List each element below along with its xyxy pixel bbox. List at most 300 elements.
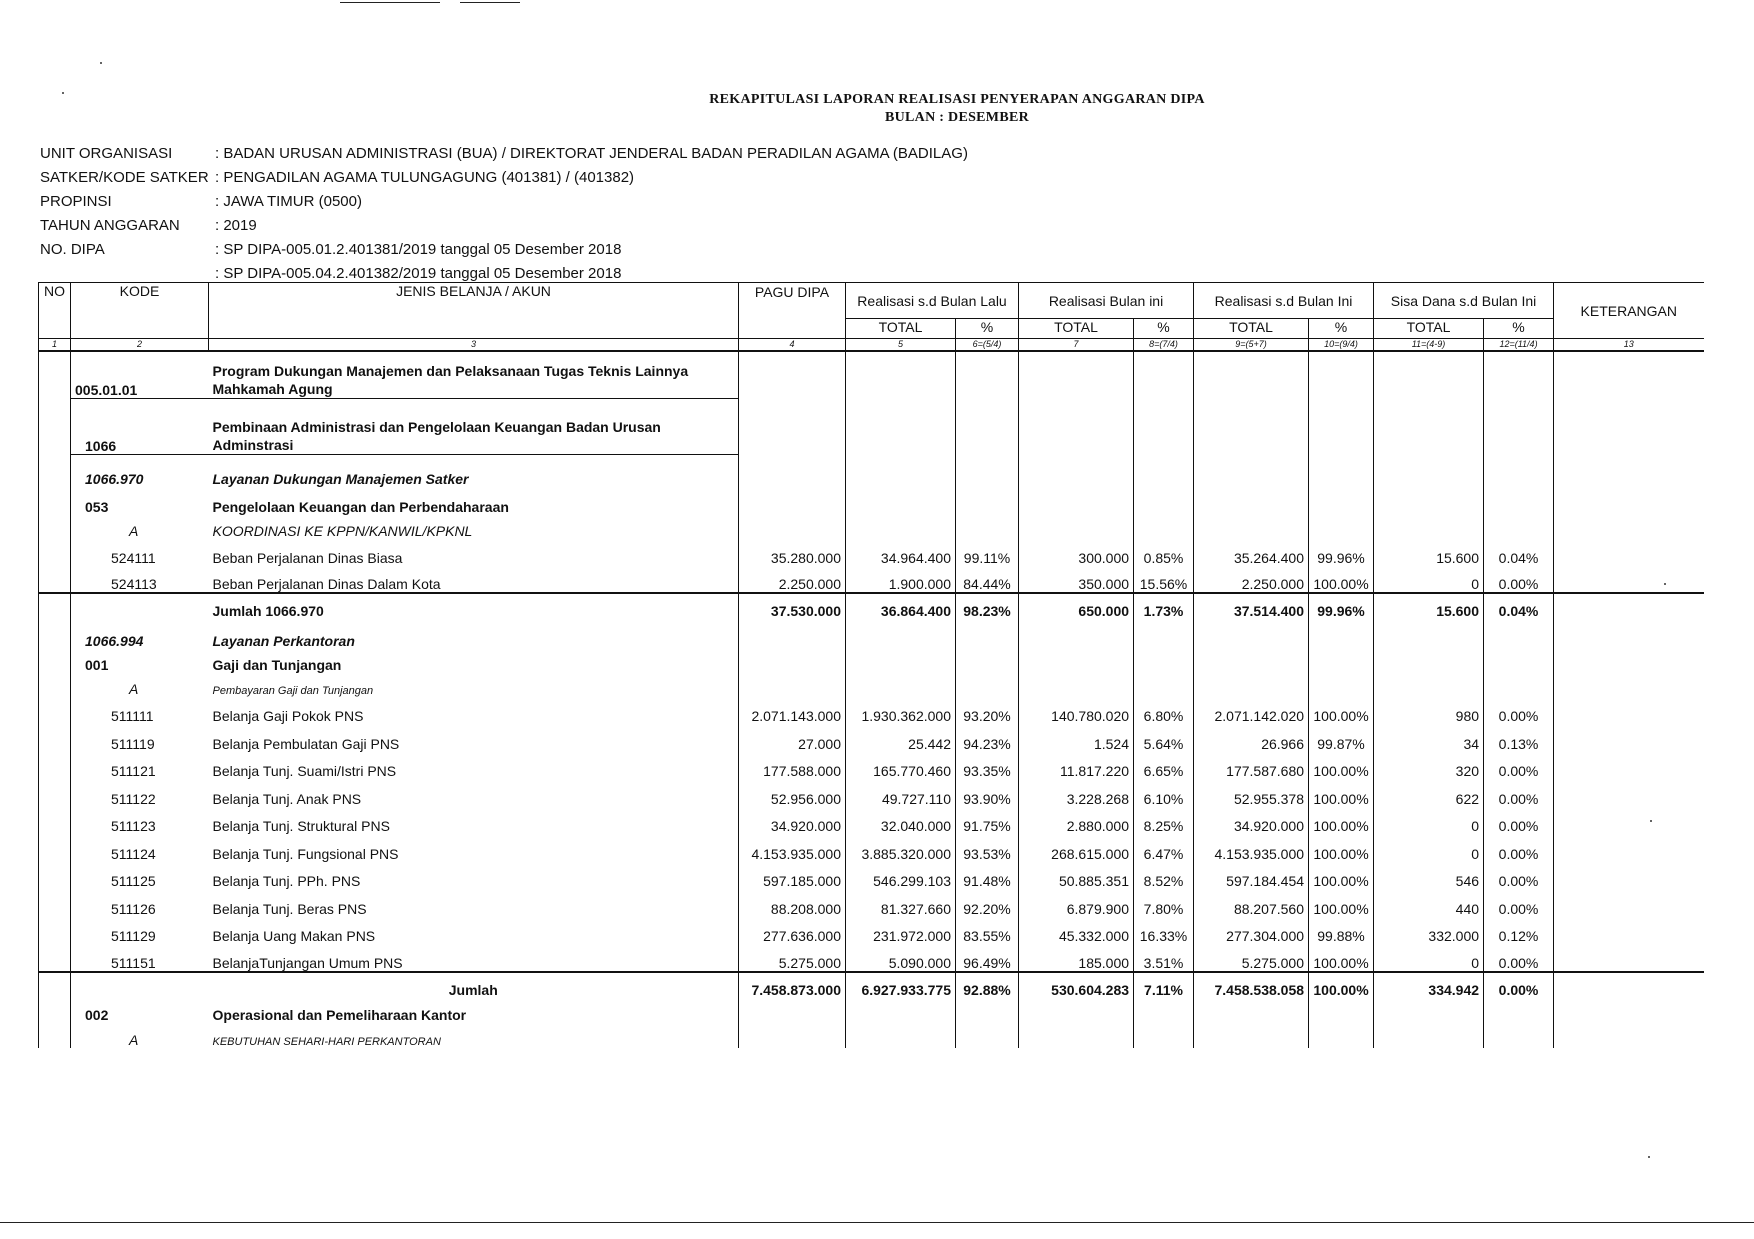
sisa-pct-cell: 0.00%: [1484, 972, 1554, 998]
sd-total-cell: 4.153.935.000: [1194, 834, 1309, 862]
kode-cell: A: [129, 522, 139, 539]
lalu-total-cell: 81.327.660: [846, 889, 956, 917]
empty-cell: [1309, 455, 1374, 487]
empty-cell: [1134, 455, 1194, 487]
empty-cell: [1309, 673, 1374, 697]
table-row: [39, 697, 1704, 725]
empty-cell: [1134, 673, 1194, 697]
kode-cell: [71, 593, 209, 619]
empty-cell: [1374, 487, 1484, 515]
lalu-total-cell: 3.885.320.000: [846, 834, 956, 862]
empty-cell: [1134, 351, 1194, 399]
header-pct: %: [1134, 319, 1194, 339]
section-subkomponen: [39, 515, 1704, 539]
sisa-total-cell: 332.000: [1374, 917, 1484, 945]
jenis-cell: Belanja Gaji Pokok PNS: [209, 697, 739, 725]
empty-cell: [846, 619, 956, 649]
sd-pct-cell: 100.00%: [1309, 807, 1374, 835]
keterangan-cell: [1554, 566, 1704, 593]
empty-cell: [1019, 673, 1134, 697]
empty-cell: [1194, 487, 1309, 515]
scan-artifact-line: [460, 2, 520, 3]
realisasi-table: [38, 282, 1704, 1048]
header-pct: %: [956, 319, 1019, 339]
kode-cell: 511123: [111, 818, 156, 834]
ini-pct-cell: 15.56%: [1134, 566, 1194, 593]
lalu-total-cell: 25.442: [846, 724, 956, 752]
header-total: TOTAL: [1374, 319, 1484, 339]
table-row: [39, 917, 1704, 945]
empty-cell: [1309, 399, 1374, 455]
empty-cell: [1309, 619, 1374, 649]
no-cell: [39, 889, 71, 917]
empty-cell: [956, 998, 1019, 1023]
section-program: [39, 351, 1704, 399]
lalu-pct-cell: 94.23%: [956, 724, 1019, 752]
empty-cell: [1019, 351, 1134, 399]
colnum-cell: 2: [71, 339, 209, 351]
empty-cell: [956, 455, 1019, 487]
ini-total-cell: 350.000: [1019, 566, 1134, 593]
pagu-cell: 35.280.000: [739, 539, 846, 566]
kode-cell: [71, 972, 209, 998]
table-row: [39, 539, 1704, 566]
ini-pct-cell: 6.80%: [1134, 697, 1194, 725]
jenis-cell: Layanan Dukungan Manajemen Satker: [209, 455, 739, 487]
empty-cell: [1019, 487, 1134, 515]
header-no: NO: [39, 283, 71, 339]
empty-cell: [956, 1023, 1019, 1048]
header-real-ini: Realisasi Bulan ini: [1019, 283, 1194, 319]
scan-artifact-line: [340, 2, 440, 3]
sd-pct-cell: 99.88%: [1309, 917, 1374, 945]
keterangan-cell: [1554, 944, 1704, 972]
empty-cell: [1484, 1023, 1554, 1048]
ini-pct-cell: 8.52%: [1134, 862, 1194, 890]
lalu-pct-cell: 93.20%: [956, 697, 1019, 725]
keterangan-cell: [1554, 889, 1704, 917]
header-pct: %: [1484, 319, 1554, 339]
meta-row-dipa-2: : SP DIPA-005.04.2.401382/2019 tanggal 05 Desember 2018: [215, 265, 622, 282]
header-total: TOTAL: [1194, 319, 1309, 339]
empty-cell: [1019, 455, 1134, 487]
kode-cell: A: [129, 680, 139, 697]
empty-cell: [1309, 998, 1374, 1023]
header-pct: %: [1309, 319, 1374, 339]
sd-pct-cell: 100.00%: [1309, 972, 1374, 998]
sisa-pct-cell: 0.00%: [1484, 889, 1554, 917]
pagu-cell: [739, 649, 846, 673]
empty-cell: [846, 673, 956, 697]
section-output: [39, 455, 1704, 487]
section-subkomponen-2: [39, 673, 1704, 697]
kode-cell: 001: [85, 656, 109, 673]
table-row: [39, 566, 1704, 593]
ini-total-cell: 50.885.351: [1019, 862, 1134, 890]
colnum-cell: 7: [1019, 339, 1134, 351]
lalu-total-cell: 32.040.000: [846, 807, 956, 835]
kode-cell: 511119: [111, 735, 155, 752]
colnum-row: [39, 339, 1704, 351]
pagu-cell: 37.530.000: [739, 593, 846, 619]
empty-cell: [1194, 1023, 1309, 1048]
sd-pct-cell: 100.00%: [1309, 752, 1374, 780]
empty-cell: [1484, 998, 1554, 1023]
empty-cell: [1484, 673, 1554, 697]
report-meta: [40, 142, 968, 286]
table-row: [39, 862, 1704, 890]
empty-cell: [1484, 649, 1554, 673]
lalu-total-cell: 49.727.110: [846, 779, 956, 807]
kode-cell: 511122: [111, 790, 156, 807]
ini-pct-cell: 6.10%: [1134, 779, 1194, 807]
jenis-cell: Pembinaan Administrasi dan Pengelolaan Keuangan Badan Urusan Adminstrasi: [209, 399, 739, 455]
colnum-cell: 9=(5+7): [1194, 339, 1309, 351]
pagu-cell: 2.071.143.000: [739, 697, 846, 725]
sisa-pct-cell: 0.00%: [1484, 807, 1554, 835]
pagu-cell: 277.636.000: [739, 917, 846, 945]
lalu-pct-cell: 84.44%: [956, 566, 1019, 593]
report-title: REKAPITULASI LAPORAN REALISASI PENYERAPAN ANGGARAN DIPA: [709, 92, 1205, 107]
sd-pct-cell: 100.00%: [1309, 889, 1374, 917]
no-cell: [39, 1023, 71, 1048]
no-cell: [39, 998, 71, 1023]
no-cell: [39, 539, 71, 566]
keterangan-cell: [1554, 779, 1704, 807]
no-cell: [39, 649, 71, 673]
lalu-total-cell: 546.299.103: [846, 862, 956, 890]
empty-cell: [1194, 673, 1309, 697]
kode-cell: 002: [85, 1006, 109, 1023]
ini-total-cell: 185.000: [1019, 944, 1134, 972]
jenis-cell: Belanja Uang Makan PNS: [209, 917, 739, 945]
empty-cell: [1554, 673, 1704, 697]
ini-pct-cell: 7.80%: [1134, 889, 1194, 917]
table-row: [39, 752, 1704, 780]
ini-total-cell: 11.817.220: [1019, 752, 1134, 780]
jenis-cell: Operasional dan Pemeliharaan Kantor: [209, 998, 739, 1023]
keterangan-cell: [1554, 972, 1704, 998]
header-sisa: Sisa Dana s.d Bulan Ini: [1374, 283, 1554, 319]
ini-total-cell: 6.879.900: [1019, 889, 1134, 917]
pagu-cell: 7.458.873.000: [739, 972, 846, 998]
scan-artifact-dot: [62, 92, 64, 94]
colnum-cell: 8=(7/4): [1134, 339, 1194, 351]
jumlah-row: [39, 972, 1704, 998]
keterangan-cell: [1554, 752, 1704, 780]
empty-cell: [1484, 351, 1554, 399]
jenis-cell: Belanja Pembulatan Gaji PNS: [209, 724, 739, 752]
jenis-cell: Gaji dan Tunjangan: [209, 649, 739, 673]
lalu-total-cell: 1.900.000: [846, 566, 956, 593]
pagu-cell: 2.250.000: [739, 566, 846, 593]
sd-total-cell: 2.250.000: [1194, 566, 1309, 593]
kode-cell: 511124: [111, 845, 156, 862]
empty-cell: [956, 619, 1019, 649]
sd-total-cell: 277.304.000: [1194, 917, 1309, 945]
empty-cell: [1374, 455, 1484, 487]
meta-row-dipa: NO. DIPA : SP DIPA-005.01.2.401381/2019 tanggal 05 Desember 2018: [40, 241, 622, 258]
scan-artifact-dot: [1648, 1156, 1650, 1158]
kode-cell: 005.01.01: [71, 351, 209, 399]
kode-cell: 511125: [111, 873, 156, 889]
empty-cell: [846, 351, 956, 399]
sisa-pct-cell: 0.04%: [1484, 593, 1554, 619]
sisa-total-cell: 334.942: [1374, 972, 1484, 998]
no-cell: [39, 593, 71, 619]
no-cell: [39, 917, 71, 945]
sd-total-cell: 177.587.680: [1194, 752, 1309, 780]
empty-cell: [1134, 619, 1194, 649]
ini-total-cell: 300.000: [1019, 539, 1134, 566]
no-cell: [39, 351, 71, 399]
meta-row-unit: UNIT ORGANISASI : BADAN URUSAN ADMINISTRASI (BUA) / DIREKTORAT JENDERAL BADAN PERADILAN AGAMA (BADILAG): [40, 145, 968, 162]
jenis-cell: Belanja Tunj. Suami/Istri PNS: [209, 752, 739, 780]
jumlah-label: Jumlah: [209, 972, 739, 998]
sisa-pct-cell: 0.00%: [1484, 944, 1554, 972]
section-komponen: [39, 487, 1704, 515]
no-cell: [39, 807, 71, 835]
ini-total-cell: 3.228.268: [1019, 779, 1134, 807]
sisa-total-cell: 546: [1374, 862, 1484, 890]
section-komponen-3: [39, 998, 1704, 1023]
empty-cell: [1134, 487, 1194, 515]
sd-total-cell: 597.184.454: [1194, 862, 1309, 890]
jumlah-row: [39, 593, 1704, 619]
no-cell: [39, 779, 71, 807]
empty-cell: [846, 487, 956, 515]
sd-total-cell: 52.955.378: [1194, 779, 1309, 807]
header-row-1: [39, 283, 1704, 319]
pagu-cell: [739, 998, 846, 1023]
empty-cell: [1194, 399, 1309, 455]
empty-cell: [1019, 998, 1134, 1023]
sisa-pct-cell: 0.00%: [1484, 779, 1554, 807]
no-cell: [39, 399, 71, 455]
header-pagu: PAGU DIPA: [739, 283, 846, 339]
sd-pct-cell: 100.00%: [1309, 862, 1374, 890]
no-cell: [39, 455, 71, 487]
pagu-cell: [739, 455, 846, 487]
lalu-pct-cell: 93.35%: [956, 752, 1019, 780]
empty-cell: [1554, 998, 1704, 1023]
pagu-cell: 27.000: [739, 724, 846, 752]
sisa-pct-cell: 0.13%: [1484, 724, 1554, 752]
lalu-pct-cell: 92.20%: [956, 889, 1019, 917]
ini-pct-cell: 8.25%: [1134, 807, 1194, 835]
jenis-cell: Belanja Tunj. Anak PNS: [209, 779, 739, 807]
colnum-cell: 1: [39, 339, 71, 351]
lalu-pct-cell: 96.49%: [956, 944, 1019, 972]
keterangan-cell: [1554, 834, 1704, 862]
lalu-pct-cell: 98.23%: [956, 593, 1019, 619]
empty-cell: [846, 399, 956, 455]
jenis-cell: Beban Perjalanan Dinas Dalam Kota: [209, 566, 739, 593]
lalu-total-cell: 34.964.400: [846, 539, 956, 566]
sd-total-cell: 2.071.142.020: [1194, 697, 1309, 725]
lalu-total-cell: 231.972.000: [846, 917, 956, 945]
empty-cell: [1374, 515, 1484, 539]
empty-cell: [1554, 515, 1704, 539]
sd-total-cell: 26.966: [1194, 724, 1309, 752]
empty-cell: [956, 487, 1019, 515]
jenis-cell: Belanja Tunj. PPh. PNS: [209, 862, 739, 890]
sisa-total-cell: 0: [1374, 807, 1484, 835]
scan-artifact-dot: [100, 62, 102, 64]
kode-cell: 524113: [111, 575, 157, 592]
sisa-pct-cell: 0.12%: [1484, 917, 1554, 945]
table-row: [39, 889, 1704, 917]
empty-cell: [1554, 619, 1704, 649]
ini-total-cell: 530.604.283: [1019, 972, 1134, 998]
sd-total-cell: 37.514.400: [1194, 593, 1309, 619]
lalu-pct-cell: 93.53%: [956, 834, 1019, 862]
jenis-cell: Beban Perjalanan Dinas Biasa: [209, 539, 739, 566]
sisa-pct-cell: 0.00%: [1484, 697, 1554, 725]
ini-total-cell: 268.615.000: [1019, 834, 1134, 862]
sisa-total-cell: 0: [1374, 834, 1484, 862]
empty-cell: [1484, 399, 1554, 455]
table-row: [39, 779, 1704, 807]
pagu-cell: [739, 673, 846, 697]
empty-cell: [1134, 1023, 1194, 1048]
no-cell: [39, 566, 71, 593]
kode-cell: A: [129, 1031, 139, 1048]
kode-cell: 511151: [111, 954, 156, 971]
sd-pct-cell: 100.00%: [1309, 834, 1374, 862]
section-subkomponen-3: [39, 1023, 1704, 1048]
keterangan-cell: [1554, 862, 1704, 890]
empty-cell: [1134, 399, 1194, 455]
pagu-cell: [739, 515, 846, 539]
lalu-total-cell: 165.770.460: [846, 752, 956, 780]
pagu-cell: 52.956.000: [739, 779, 846, 807]
jenis-cell: Pengelolaan Keuangan dan Perbendaharaan: [209, 487, 739, 515]
empty-cell: [846, 998, 956, 1023]
table-row: [39, 724, 1704, 752]
empty-cell: [1019, 515, 1134, 539]
lalu-pct-cell: 91.75%: [956, 807, 1019, 835]
sd-pct-cell: 99.96%: [1309, 539, 1374, 566]
jenis-cell: KOORDINASI KE KPPN/KANWIL/KPKNL: [209, 515, 739, 539]
jenis-cell: Layanan Perkantoran: [209, 619, 739, 649]
no-cell: [39, 862, 71, 890]
lalu-pct-cell: 83.55%: [956, 917, 1019, 945]
table-row: [39, 944, 1704, 972]
scan-artifact-line: [0, 1222, 1754, 1223]
empty-cell: [1019, 649, 1134, 673]
empty-cell: [1019, 399, 1134, 455]
lalu-total-cell: 6.927.933.775: [846, 972, 956, 998]
empty-cell: [846, 455, 956, 487]
empty-cell: [1374, 399, 1484, 455]
kode-cell: 511111: [111, 708, 154, 724]
sisa-pct-cell: 0.04%: [1484, 539, 1554, 566]
empty-cell: [956, 673, 1019, 697]
sd-pct-cell: 99.96%: [1309, 593, 1374, 619]
jenis-cell: Program Dukungan Manajemen dan Pelaksanaan Tugas Teknis Lainnya Mahkamah Agung: [209, 351, 739, 399]
empty-cell: [956, 515, 1019, 539]
sisa-pct-cell: 0.00%: [1484, 752, 1554, 780]
lalu-pct-cell: 99.11%: [956, 539, 1019, 566]
empty-cell: [1554, 351, 1704, 399]
report-subtitle: BULAN : DESEMBER: [884, 110, 1030, 125]
empty-cell: [1374, 1023, 1484, 1048]
ini-pct-cell: 6.47%: [1134, 834, 1194, 862]
ini-total-cell: 45.332.000: [1019, 917, 1134, 945]
header-jenis: JENIS BELANJA / AKUN: [209, 283, 739, 339]
ini-pct-cell: 0.85%: [1134, 539, 1194, 566]
ini-pct-cell: 16.33%: [1134, 917, 1194, 945]
empty-cell: [846, 515, 956, 539]
no-cell: [39, 752, 71, 780]
empty-cell: [1194, 998, 1309, 1023]
kode-cell: 1066.970: [85, 470, 144, 487]
pagu-cell: [739, 351, 846, 399]
ini-pct-cell: 7.11%: [1134, 972, 1194, 998]
lalu-total-cell: 5.090.000: [846, 944, 956, 972]
sisa-pct-cell: 0.00%: [1484, 566, 1554, 593]
ini-total-cell: 650.000: [1019, 593, 1134, 619]
empty-cell: [1134, 515, 1194, 539]
sisa-total-cell: 0: [1374, 944, 1484, 972]
empty-cell: [1374, 619, 1484, 649]
lalu-pct-cell: 92.88%: [956, 972, 1019, 998]
empty-cell: [1194, 455, 1309, 487]
jenis-cell: Belanja Tunj. Beras PNS: [209, 889, 739, 917]
colnum-cell: 5: [846, 339, 956, 351]
kode-cell: 524111: [111, 549, 156, 566]
ini-total-cell: 1.524: [1019, 724, 1134, 752]
ini-total-cell: 2.880.000: [1019, 807, 1134, 835]
ini-pct-cell: 3.51%: [1134, 944, 1194, 972]
pagu-cell: [739, 487, 846, 515]
empty-cell: [1134, 649, 1194, 673]
sisa-total-cell: 980: [1374, 697, 1484, 725]
empty-cell: [1554, 1023, 1704, 1048]
kode-cell: 1066.994: [85, 632, 144, 649]
header-total: TOTAL: [846, 319, 956, 339]
no-cell: [39, 487, 71, 515]
colnum-cell: 12=(11/4): [1484, 339, 1554, 351]
keterangan-cell: [1554, 807, 1704, 835]
lalu-total-cell: 1.930.362.000: [846, 697, 956, 725]
empty-cell: [1554, 649, 1704, 673]
header-keterangan: KETERANGAN: [1554, 283, 1704, 339]
pagu-cell: 34.920.000: [739, 807, 846, 835]
empty-cell: [1194, 351, 1309, 399]
sd-total-cell: 5.275.000: [1194, 944, 1309, 972]
no-cell: [39, 834, 71, 862]
meta-row-satker: SATKER/KODE SATKER : PENGADILAN AGAMA TULUNGAGUNG (401381) / (401382): [40, 169, 635, 186]
sd-total-cell: 88.207.560: [1194, 889, 1309, 917]
kode-cell: 1066: [71, 399, 209, 455]
empty-cell: [956, 399, 1019, 455]
empty-cell: [1374, 673, 1484, 697]
empty-cell: [1019, 619, 1134, 649]
sisa-total-cell: 440: [1374, 889, 1484, 917]
empty-cell: [846, 649, 956, 673]
empty-cell: [1554, 487, 1704, 515]
section-komponen-2: [39, 649, 1704, 673]
ini-pct-cell: 1.73%: [1134, 593, 1194, 619]
header-real-lalu: Realisasi s.d Bulan Lalu: [846, 283, 1019, 319]
colnum-cell: 10=(9/4): [1309, 339, 1374, 351]
section-kegiatan: [39, 399, 1704, 455]
empty-cell: [1309, 487, 1374, 515]
empty-cell: [1309, 649, 1374, 673]
jenis-cell: KEBUTUHAN SEHARI-HARI PERKANTORAN: [209, 1023, 739, 1048]
